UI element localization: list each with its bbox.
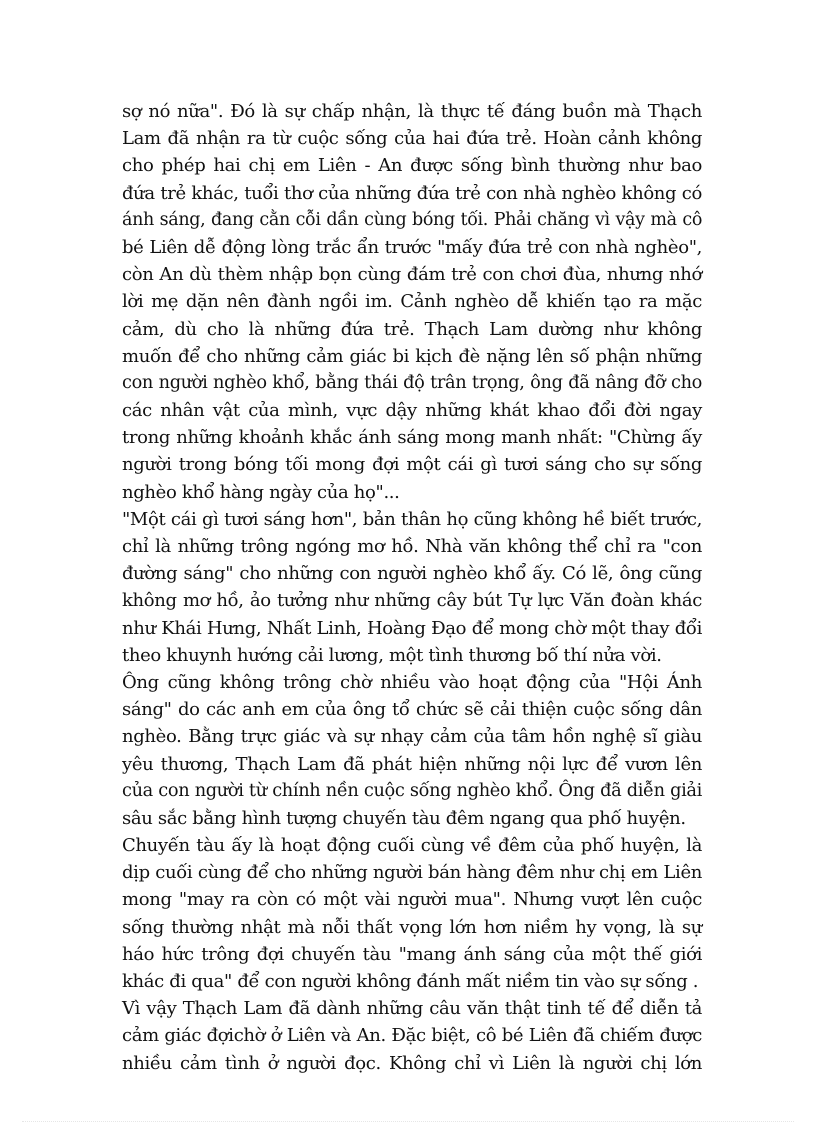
text-line: chỉ là những trông ngóng mơ hồ. Nhà văn không thể chỉ ra "con [122, 536, 702, 557]
text-line: theo khuynh hướng cải lương, một tình thương bố thí nửa vời. [122, 644, 662, 666]
text-line: sâu sắc bằng hình tượng chuyến tàu đêm ngang qua phố huyện. [122, 807, 686, 829]
text-line: yêu thương, Thạch Lam đã phát hiện những nội lực để vươn lên [122, 753, 702, 775]
text-line: Chuyến tàu ấy là hoạt động cuối cùng về đêm của phố huyện, là [122, 835, 702, 857]
text-line: dịp cuối cùng để cho những người bán hàng đêm như chị em Liên [122, 862, 702, 884]
text-line: bé Liên dễ động lòng trắc ẩn trước "mấy đứa trẻ con nhà nghèo", [122, 236, 702, 258]
text-line: nghèo khổ hàng ngày của họ"... [122, 481, 400, 503]
text-line: lời mẹ dặn nên đành ngồi im. Cảnh nghèo dễ khiến tạo ra mặc [122, 291, 702, 313]
text-line: sáng" do các anh em của ông tổ chức sẽ cải thiện cuộc sống dân [122, 699, 702, 721]
text-line: người trong bóng tối mong đợi một cái gì tươi sáng cho sự sống [122, 454, 702, 476]
text-line: trong những khoảnh khắc ánh sáng mong manh nhất: "Chừng ấy [122, 427, 702, 449]
text-line: ánh sáng, đang cằn cỗi dần cùng bóng tối. Phải chăng vì vậy mà cô [122, 209, 702, 230]
text-line: đường sáng" cho những con người nghèo khổ ấy. Có lẽ, ông cũng [122, 563, 702, 585]
text-line: khác đi qua" để con người không đánh mất niềm tin vào sự sống . [122, 971, 699, 992]
text-line: Lam đã nhận ra từ cuộc sống của hai đứa trẻ. Hoàn cảnh không [122, 128, 702, 150]
text-line: nghèo. Bằng trực giác và sự nhạy cảm của tâm hồn nghệ sĩ giàu [122, 726, 702, 748]
text-line: Ông cũng không trông chờ nhiều vào hoạt động của "Hội Ánh [122, 671, 702, 693]
text-line: sống thường nhật mà nỗi thất vọng lớn hơn niềm hy vọng, là sự [122, 916, 702, 938]
text-line: đứa trẻ khác, tuổi thơ của những đứa trẻ con nhà nghèo không có [122, 182, 702, 204]
text-line: "Một cái gì tươi sáng hơn", bản thân họ cũng không hề biết trước, [122, 508, 702, 530]
text-line: cho phép hai chị em Liên - An được sống bình thường như bao [122, 155, 702, 177]
text-line: sợ nó nữa". Đó là sự chấp nhận, là thực tế đáng buồn mà Thạch [122, 101, 702, 122]
text-line: như Khái Hưng, Nhất Linh, Hoàng Đạo để mong chờ một thay đổi [122, 617, 702, 639]
text-line: mong "may ra còn có một vài người mua". Nhưng vượt lên cuộc [122, 889, 702, 911]
text-line: cảm giác đợichờ ở Liên và An. Đặc biệt, cô bé Liên đã chiếm được [122, 1025, 702, 1047]
text-line: con người nghèo khổ, bằng thái độ trân trọng, ông đã nâng đỡ cho [122, 372, 702, 393]
text-line: muốn để cho những cảm giác bi kịch đè nặng lên số phận những [122, 345, 702, 367]
text-line: Vì vậy Thạch Lam đã dành những câu văn thật tinh tế để diễn tả [122, 998, 702, 1020]
body-text [122, 98, 702, 1077]
text-line: các nhân vật của mình, vực dậy những khát khao đổi đời ngay [122, 400, 702, 422]
text-line: háo hức trông đợi chuyến tàu "mang ánh sáng của một thế giới [122, 943, 702, 965]
text-line: còn An dù thèm nhập bọn cùng đám trẻ con chơi đùa, nhưng nhớ [122, 264, 702, 286]
text-line: nhiều cảm tình ở người đọc. Không chỉ vì Liên là người chị lớn [122, 1052, 702, 1074]
text-line: cảm, dù cho là những đứa trẻ. Thạch Lam dường như không [122, 318, 702, 340]
page-bottom-divider [22, 1121, 794, 1122]
text-line: không mơ hồ, ảo tưởng như những cây bút Tự lực Văn đoàn khác [122, 590, 702, 612]
text-line: của con người từ chính nền cuộc sống nghèo khổ. Ông đã diễn giải [122, 780, 702, 801]
